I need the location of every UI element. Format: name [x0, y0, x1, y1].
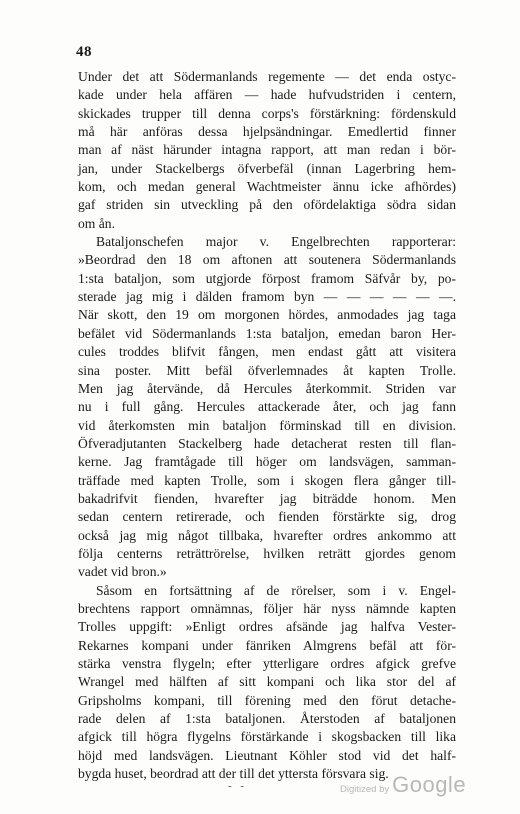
text-line: kerne. Jag framtågade till höger om landsvägen, samman-: [78, 454, 456, 470]
text-line: må här anföras dessa hjelpsändningar. Emedlertid finner: [78, 124, 456, 140]
text-line: När skott, den 19 om morgonen hördes, anmodades jag taga: [78, 307, 456, 323]
text-line: man af näst härunder intagna rapport, att man redan i bör-: [78, 142, 456, 158]
text-line: skickades trupper till denna corps's förstärkning: fördenskuld: [78, 105, 456, 121]
paragraph: [78, 68, 456, 233]
text-line: jan, under Stackelbergs öfverbefäl (innan Lagerbring hem-: [78, 160, 456, 176]
watermark-prefix: Digitized by: [340, 784, 390, 795]
text-line: Men jag återvände, då Hercules återkommit. Striden var: [78, 380, 456, 396]
text-line: cules troddes blifvit fången, men endast gått att visitera: [78, 344, 456, 360]
text-line: brechtens rapport omnämnas, följer här nyss nämnde kapten: [78, 600, 456, 616]
text-line: Gripsholms kompani, till förening med den förut detache-: [78, 692, 456, 708]
text-line: Under det att Södermanlands regemente — det enda ostyc-: [78, 69, 456, 84]
text-line: sina poster. Mitt befäl öfverlemnades åt kapten Trolle.: [78, 362, 456, 378]
text-line: om ån.: [78, 215, 115, 231]
text-line: höjd med landsvägen. Lieutnant Köhler stod vid det half-: [78, 747, 456, 763]
text-line: träffade med kapten Trolle, som i skogen flera gånger till-: [78, 472, 456, 488]
text-line: Såsom en fortsättning af de rörelser, som i v. Engel-: [96, 582, 456, 598]
footer-mark: - -: [228, 780, 248, 792]
text-line: Trolles uppgift: »Enligt ordres afsände jag halfva Vester-: [78, 619, 456, 635]
text-line: kade under hela affären — hade hufvudstriden i centern,: [78, 87, 456, 103]
text-line: befälet vid Södermanlands 1:sta bataljon, emedan baron Her-: [78, 325, 456, 341]
paragraph: [78, 233, 456, 582]
digitization-watermark: [340, 772, 466, 798]
text-line: rade delen af 1:sta bataljonen. Återstoden af bataljonen: [78, 711, 456, 727]
paragraph: [78, 582, 456, 784]
text-line: afgick till högra flygelns förstärkande i skogsbacken till lika: [78, 729, 456, 745]
text-line: vadet vid bron.»: [78, 564, 167, 580]
text-line: Rekarnes kompani under fänriken Almgrens befäl att för-: [78, 637, 456, 653]
text-line: Bataljonschefen major v. Engelbrechten rapporterar:: [96, 234, 456, 250]
text-line: kom, och medan general Wachtmeister ännu icke afhördes): [78, 179, 456, 195]
text-line: sedan centern retirerade, och fienden förstärkte sig, drog: [78, 509, 456, 525]
page-footer: [0, 766, 520, 806]
body-text: [78, 68, 456, 783]
text-line: Wrangel med hälften af sitt kompani och lika stor del af: [78, 674, 456, 690]
text-line: »Beordrad den 18 om aftonen att soutenera Södermanlands: [78, 252, 456, 268]
text-line: sterade jag mig i dälden framom byn — — — — — —.: [78, 289, 456, 305]
text-line: vid återkomsten min bataljon förminskad till en division.: [78, 417, 456, 433]
text-line: nu i full gång. Hercules attackerade åter, och jag fann: [78, 399, 456, 415]
text-line: Öfveradjutanten Stackelberg hade detacherat resten till flan-: [78, 435, 456, 451]
text-line: bakadrifvit fienden, hvarefter jag biträdde honom. Men: [78, 490, 456, 506]
text-line: följa centerns reträttrörelse, hvilken reträtt gjordes genom: [78, 545, 456, 561]
text-line: stärka venstra flygeln; efter ytterligare ordres afgick grefve: [78, 656, 456, 671]
text-line: 1:sta bataljon, som utgjorde förpost framom Säfvår by, po-: [78, 270, 456, 286]
page-number: 48: [76, 44, 92, 60]
text-line: gaf striden sin utveckling på den ofördelaktiga södra sidan: [78, 197, 456, 213]
text-line: bygda huset, beordrad att der till det yttersta försvara sig.: [78, 766, 389, 782]
text-line: också jag mig något tillbaka, hvarefter ordres ankommo att: [78, 527, 456, 543]
google-logo: Google: [392, 772, 467, 797]
